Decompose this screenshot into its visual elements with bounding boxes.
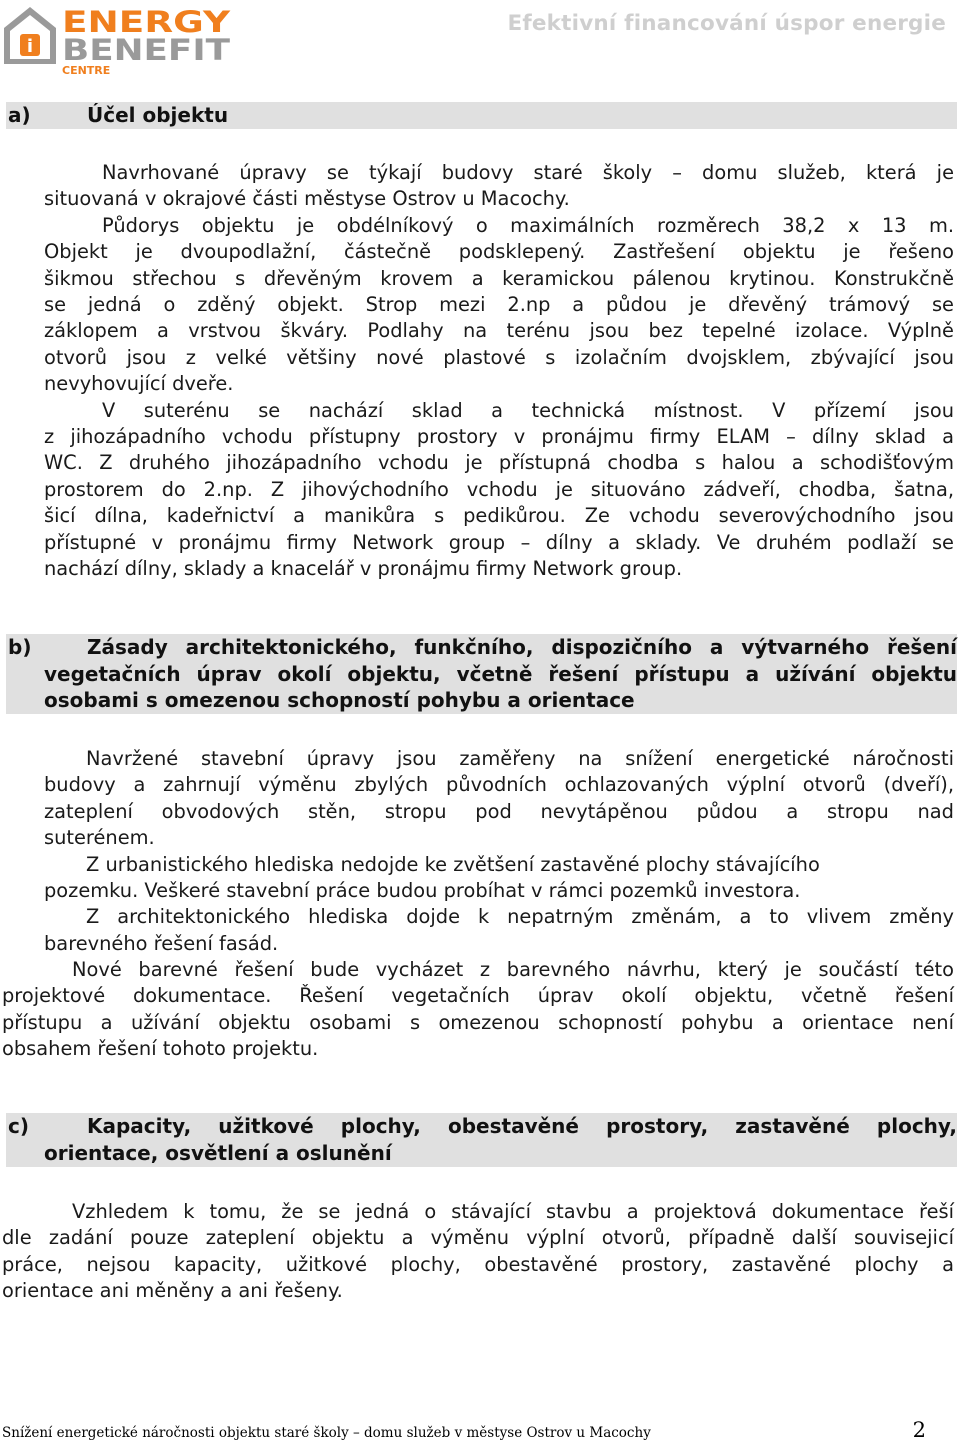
text-line: otvorů jsou z velké většiny nové plastové s izolačním dvojsklem, zbývající jsou (44, 345, 954, 369)
text-line: pozemku. Veškeré stavební práce budou probíhat v rámci pozemků investora. (44, 879, 801, 903)
section-b-title (6, 634, 957, 714)
section-a-title: Účel objektu (87, 103, 229, 127)
text-line: šikmou střechou s dřevěným krovem a keramickou pálenou krytinou. Konstrukčně (44, 266, 954, 290)
page-header (0, 0, 960, 82)
text-line: Vzhledem k tomu, že se jedná o stávající stavbu a projektová dokumentace řeší (72, 1200, 954, 1223)
text-line: záklopem a vrstvou škváry. Podlahy na terénu jsou bez tepelné izolace. Výplně (44, 319, 954, 343)
section-b-title-line: osobami s omezenou schopností pohybu a orientace (44, 688, 635, 712)
section-c-letter: c) (8, 1114, 29, 1138)
section-b-letter: b) (8, 635, 32, 659)
text-line: nachází dílny, sklady a knacelář v pronájmu firmy Network group. (44, 557, 683, 581)
text-line: nevyhovující dveře. (44, 372, 234, 396)
section-c-text (2, 1199, 954, 1305)
text-line: přístupné v pronájmu firmy Network group – dílny a sklady. Ve druhém podlaží se (44, 530, 954, 554)
text-line: práce, nejsou kapacity, užitkové plochy, obestavěné prostory, zastavěné plochy a (2, 1252, 954, 1276)
text-line: situovaná v okrajové části městyse Ostrov u Macochy. (44, 187, 570, 211)
house-icon (4, 7, 56, 64)
section-b-title-line: Zásady architektonického, funkčního, dispozičního a výtvarného řešení (87, 635, 957, 659)
text-line: dle zadání pouze zateplení objektu a výměnu výplní otvorů, případně další souvisejicí (2, 1226, 954, 1250)
section-b-title-line: vegetačních úprav okolí objektu, včetně řešení přístupu a užívání objektu (44, 661, 957, 686)
section-b-heading (6, 634, 957, 714)
text-line: V suterénu se nachází sklad a technická místnost. V přízemí jsou (102, 398, 954, 422)
footer-text: Snížení energetické náročnosti objektu staré školy – domu služeb v městyse Ostrov u Macochy (2, 1425, 651, 1441)
section-a-letter: a) (8, 103, 31, 127)
logo-word-benefit: BENEFIT (62, 33, 231, 67)
text-line: obsahem řešení tohoto projektu. (2, 1037, 319, 1061)
section-c-heading (6, 1113, 957, 1167)
text-line: orientace ani měněny a ani řešeny. (2, 1279, 343, 1303)
text-line: šicí dílna, kadeřnictví a manikůra s pedikůrou. Ze vchodu severovýchodního jsou (44, 504, 954, 528)
text-line: barevného řešení fasád. (44, 931, 279, 955)
text-line: suterénem. (44, 826, 155, 850)
text-line: Navržené stavební úpravy jsou zaměřeny na snížení energetické náročnosti (86, 747, 954, 770)
logo-word-energy: ENERGY (62, 5, 232, 39)
text-line: Navrhované úpravy se týkají budovy staré školy – domu služeb, která je (102, 161, 954, 184)
section-b-text-2 (2, 957, 954, 1063)
text-line: Z architektonického hlediska dojde k nepatrným změnám, a to vlivem změny (86, 905, 954, 929)
header-title: Efektivní financování úspor energie (507, 11, 946, 36)
text-line: projektové dokumentace. Řešení vegetačních úprav okolí objektu, včetně řešení (2, 984, 954, 1008)
page-number: 2 (912, 1418, 926, 1442)
text-line: Objekt je dvoupodlažní, částečně podsklepený. Zastřešení objektu je řešeno (44, 240, 954, 264)
section-c-title-line: orientace, osvětlení a oslunění (44, 1140, 392, 1165)
text-line: přístupu a užívání objektu osobami s omezenou schopností pohybu a orientace není (2, 1010, 954, 1034)
section-c-title-line: Kapacity, užitkové plochy, obestavěné prostory, zastavěné plochy, (87, 1114, 957, 1138)
text-line: budovy a zahrnují výměnu zbylých původních ochlazovaných výplní otvorů (dveří), (44, 773, 954, 797)
text-line: WC. Z druhého jihozápadního vchodu je přístupná chodba s halou a schodišťovým (44, 451, 954, 475)
text-line: Nové barevné řešení bude vycházet z barevného návrhu, který je součástí této (72, 958, 954, 981)
text-line: z jihozápadního vchodu přístupny prostory v pronájmu firmy ELAM – dílny sklad a (44, 425, 954, 449)
section-b-text (44, 746, 954, 957)
text-line: prostorem do 2.np. Z jihovýchodního vchodu je situováno zádveří, chodba, šatna, (44, 477, 954, 501)
section-a-text (44, 160, 954, 583)
section-a-heading (6, 102, 957, 129)
text-line: Z urbanistického hlediska nedojde ke zvětšení zastavěné plochy stávajícího (86, 852, 820, 876)
text-line: zateplení obvodových stěn, stropu pod nevytápěnou půdou a stropu nad (44, 799, 954, 823)
energy-benefit-logo (2, 4, 234, 76)
text-line: Půdorys objektu je obdélníkový o maximálních rozměrech 38,2 x 13 m. (102, 213, 954, 237)
svg-text:i: i (26, 36, 34, 57)
section-c-title (6, 1113, 957, 1166)
text-line: se jedná o zděný objekt. Strop mezi 2.np a půdou je dřevěný trámový se (44, 293, 954, 317)
logo-word-centre: CENTRE (62, 64, 111, 76)
